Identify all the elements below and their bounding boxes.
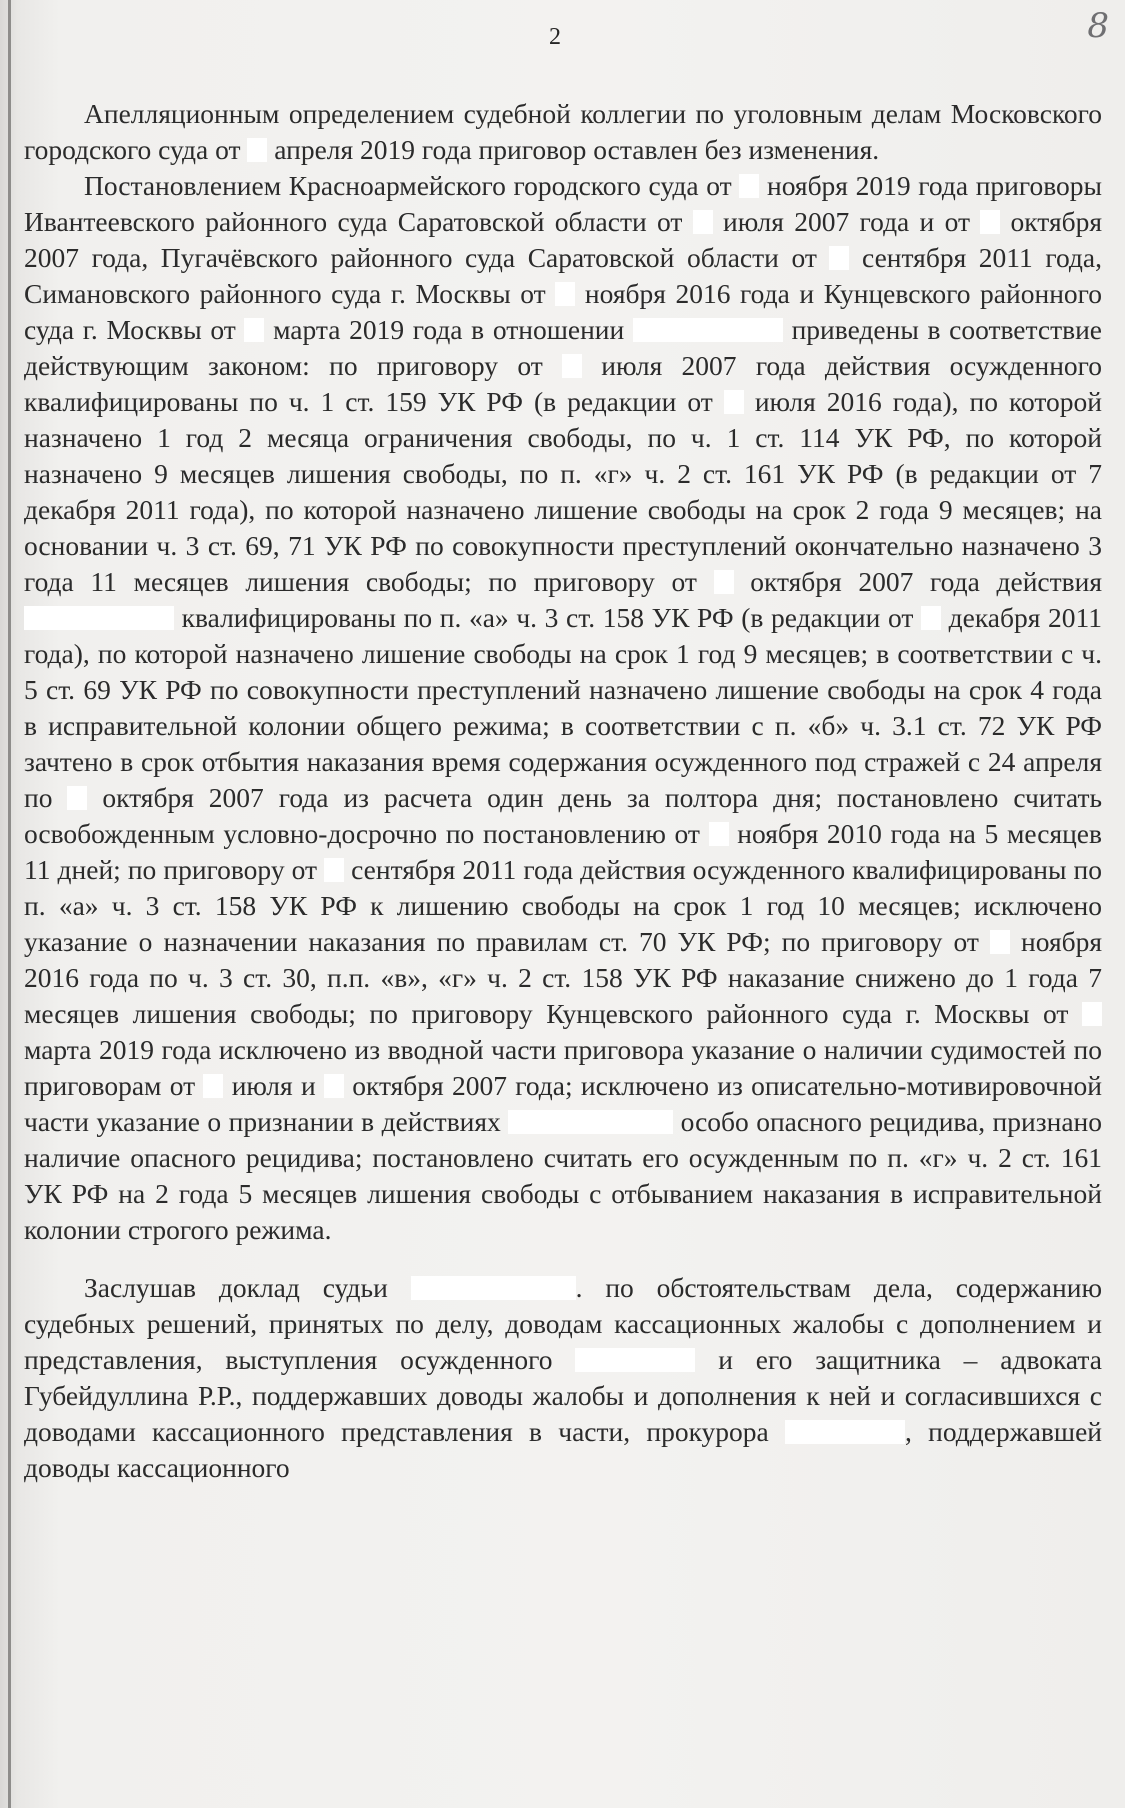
text-segment: ноября 2016 года по ч. 3 ст. 30, п.п. «в», «г» ч. 2 ст. 158 УК РФ наказание снижено до 1 года 7 месяцев лишения свободы; по приговору Кунцевского районного суда г. Москвы от: [24, 926, 1102, 1029]
text-segment: октября 2007 года из расчета один день за полтора дня; постановлено считать освобожденным условно-досрочно по постановлению от: [24, 782, 1103, 849]
redaction-box: [1082, 1002, 1102, 1026]
text-segment: октября 2007 года, Пугачёвского районного суда Саратовской области от: [24, 206, 1103, 273]
text-segment: сентября 2011 года действия осужденного квалифицированы по п. «а» ч. 3 ст. 158 УК РФ к лишению свободы на срок 1 год 10 месяцев; исключено указание о назначении наказания по правилам ст. 70 УК РФ; по приговору от: [24, 854, 1102, 957]
document-body: [24, 96, 1102, 1486]
text-segment: . по обстоятельствам дела, содержанию судебных решений, принятых по делу, доводам кассационных жалобы с дополнением и представления, выступления осужденного: [24, 1272, 1102, 1375]
text-segment: Заслушав доклад судьи: [84, 1272, 411, 1303]
text-segment: марта 2019 года в отношении: [264, 314, 633, 345]
text-segment: и его защитника – адвоката Губейдуллина Р.Р., поддержавших доводы жалобы и дополнения к ней и согласившихся с доводами кассационного представления в части, прокурора: [24, 1344, 1102, 1447]
text-segment: Постановлением Красноармейского городского суда от: [84, 170, 740, 201]
redaction-box: [508, 1110, 673, 1134]
text-segment: июля 2007 года действия осужденного квалифицированы по ч. 1 ст. 159 УК РФ (в редакции от: [24, 350, 1103, 417]
text-segment: июля и: [223, 1070, 324, 1101]
redaction-box: [633, 318, 783, 342]
redaction-box: [709, 822, 729, 846]
redaction-box: [555, 282, 575, 306]
redaction-box: [575, 1348, 695, 1372]
redaction-box: [247, 138, 267, 162]
text-segment: ноября 2019 года приговоры Ивантеевского районного суда Саратовской области от: [24, 170, 1102, 237]
redaction-box: [739, 174, 759, 198]
redaction-box: [829, 246, 849, 270]
redaction-box: [24, 606, 174, 630]
handwritten-page-mark: 8: [1087, 6, 1109, 46]
text-segment: июля 2007 года и от: [712, 206, 981, 237]
text-segment: сентября 2011 года, Симановского районного суда г. Москвы от: [24, 242, 1103, 309]
text-segment: , поддержавшей доводы кассационного: [24, 1416, 1102, 1483]
text-segment: марта 2019 года исключено из вводной части приговора указание о наличии судимостей по приговорам от: [24, 1034, 1102, 1101]
text-segment: Апелляционным определением судебной коллегии по уголовным делам Московского городского суда от: [24, 98, 1102, 165]
text-segment: ноября 2010 года на 5 месяцев 11 дней; по приговору от: [24, 818, 1102, 885]
redaction-box: [324, 1074, 344, 1098]
redaction-box: [990, 930, 1010, 954]
redaction-box: [411, 1276, 576, 1300]
redaction-box: [785, 1420, 905, 1444]
text-segment: октября 2007 года действия: [733, 566, 1102, 597]
text-segment: июля 2016 года), по которой назначено 1 год 2 месяца ограничения свободы, по ч. 1 ст. 114 УК РФ, по которой назначено 9 месяцев лишения свободы, по п. «г» ч. 2 ст. 161 УК РФ (в редакции от 7 декабря 2011 года), по которой назначено лишение свободы на срок 2 года 9 месяцев; на основании ч. 3 ст. 69, 71 УК РФ по совокупности преступлений окончательно назначено 3 года 11 месяцев лишения свободы; по приговору от: [24, 386, 1102, 597]
page-binding-edge: [8, 0, 11, 1808]
redaction-box: [980, 210, 1000, 234]
text-segment: ноября 2016 года и Кунцевского районного суда г. Москвы от: [24, 278, 1103, 345]
text-segment: октября 2007 года; исключено из описательно-мотивировочной части указание о признании в действиях: [24, 1070, 1103, 1137]
redaction-box: [67, 786, 87, 810]
paragraph-hearing: [24, 1270, 1102, 1486]
text-segment: квалифицированы по п. «а» ч. 3 ст. 158 УК РФ (в редакции от: [174, 602, 922, 633]
page-number: 2: [549, 24, 561, 50]
text-segment: особо опасного рецидива, признано наличие опасного рецидива; постановлено считать его осужденным по п. «г» ч. 2 ст. 161 УК РФ на 2 года 5 месяцев лишения свободы с отбыванием наказания в исправительной колонии строгого режима.: [24, 1106, 1102, 1245]
redaction-box: [244, 318, 264, 342]
text-segment: декабря 2011 года), по которой назначено лишение свободы на срок 1 год 9 месяцев; в соответствии с ч. 5 ст. 69 УК РФ по совокупности преступлений назначено лишение свободы на срок 4 года в исправительной колонии общего режима; в соответствии с п. «б» ч. 3.1 ст. 72 УК РФ зачтено в срок отбытия наказания время содержания осужденного под стражей с 24 апреля по: [24, 602, 1103, 813]
text-segment: приведены в соответствие действующим законом: по приговору от: [24, 314, 1102, 381]
redaction-box: [203, 1074, 223, 1098]
redaction-box: [714, 570, 734, 594]
redaction-box: [724, 390, 744, 414]
redaction-box: [324, 858, 344, 882]
paragraph-resolution: [24, 168, 1102, 1248]
text-segment: апреля 2019 года приговор оставлен без изменения.: [267, 134, 880, 165]
redaction-box: [921, 606, 941, 630]
redaction-box: [693, 210, 713, 234]
redaction-box: [562, 354, 582, 378]
paragraph-appeal: [24, 96, 1102, 168]
